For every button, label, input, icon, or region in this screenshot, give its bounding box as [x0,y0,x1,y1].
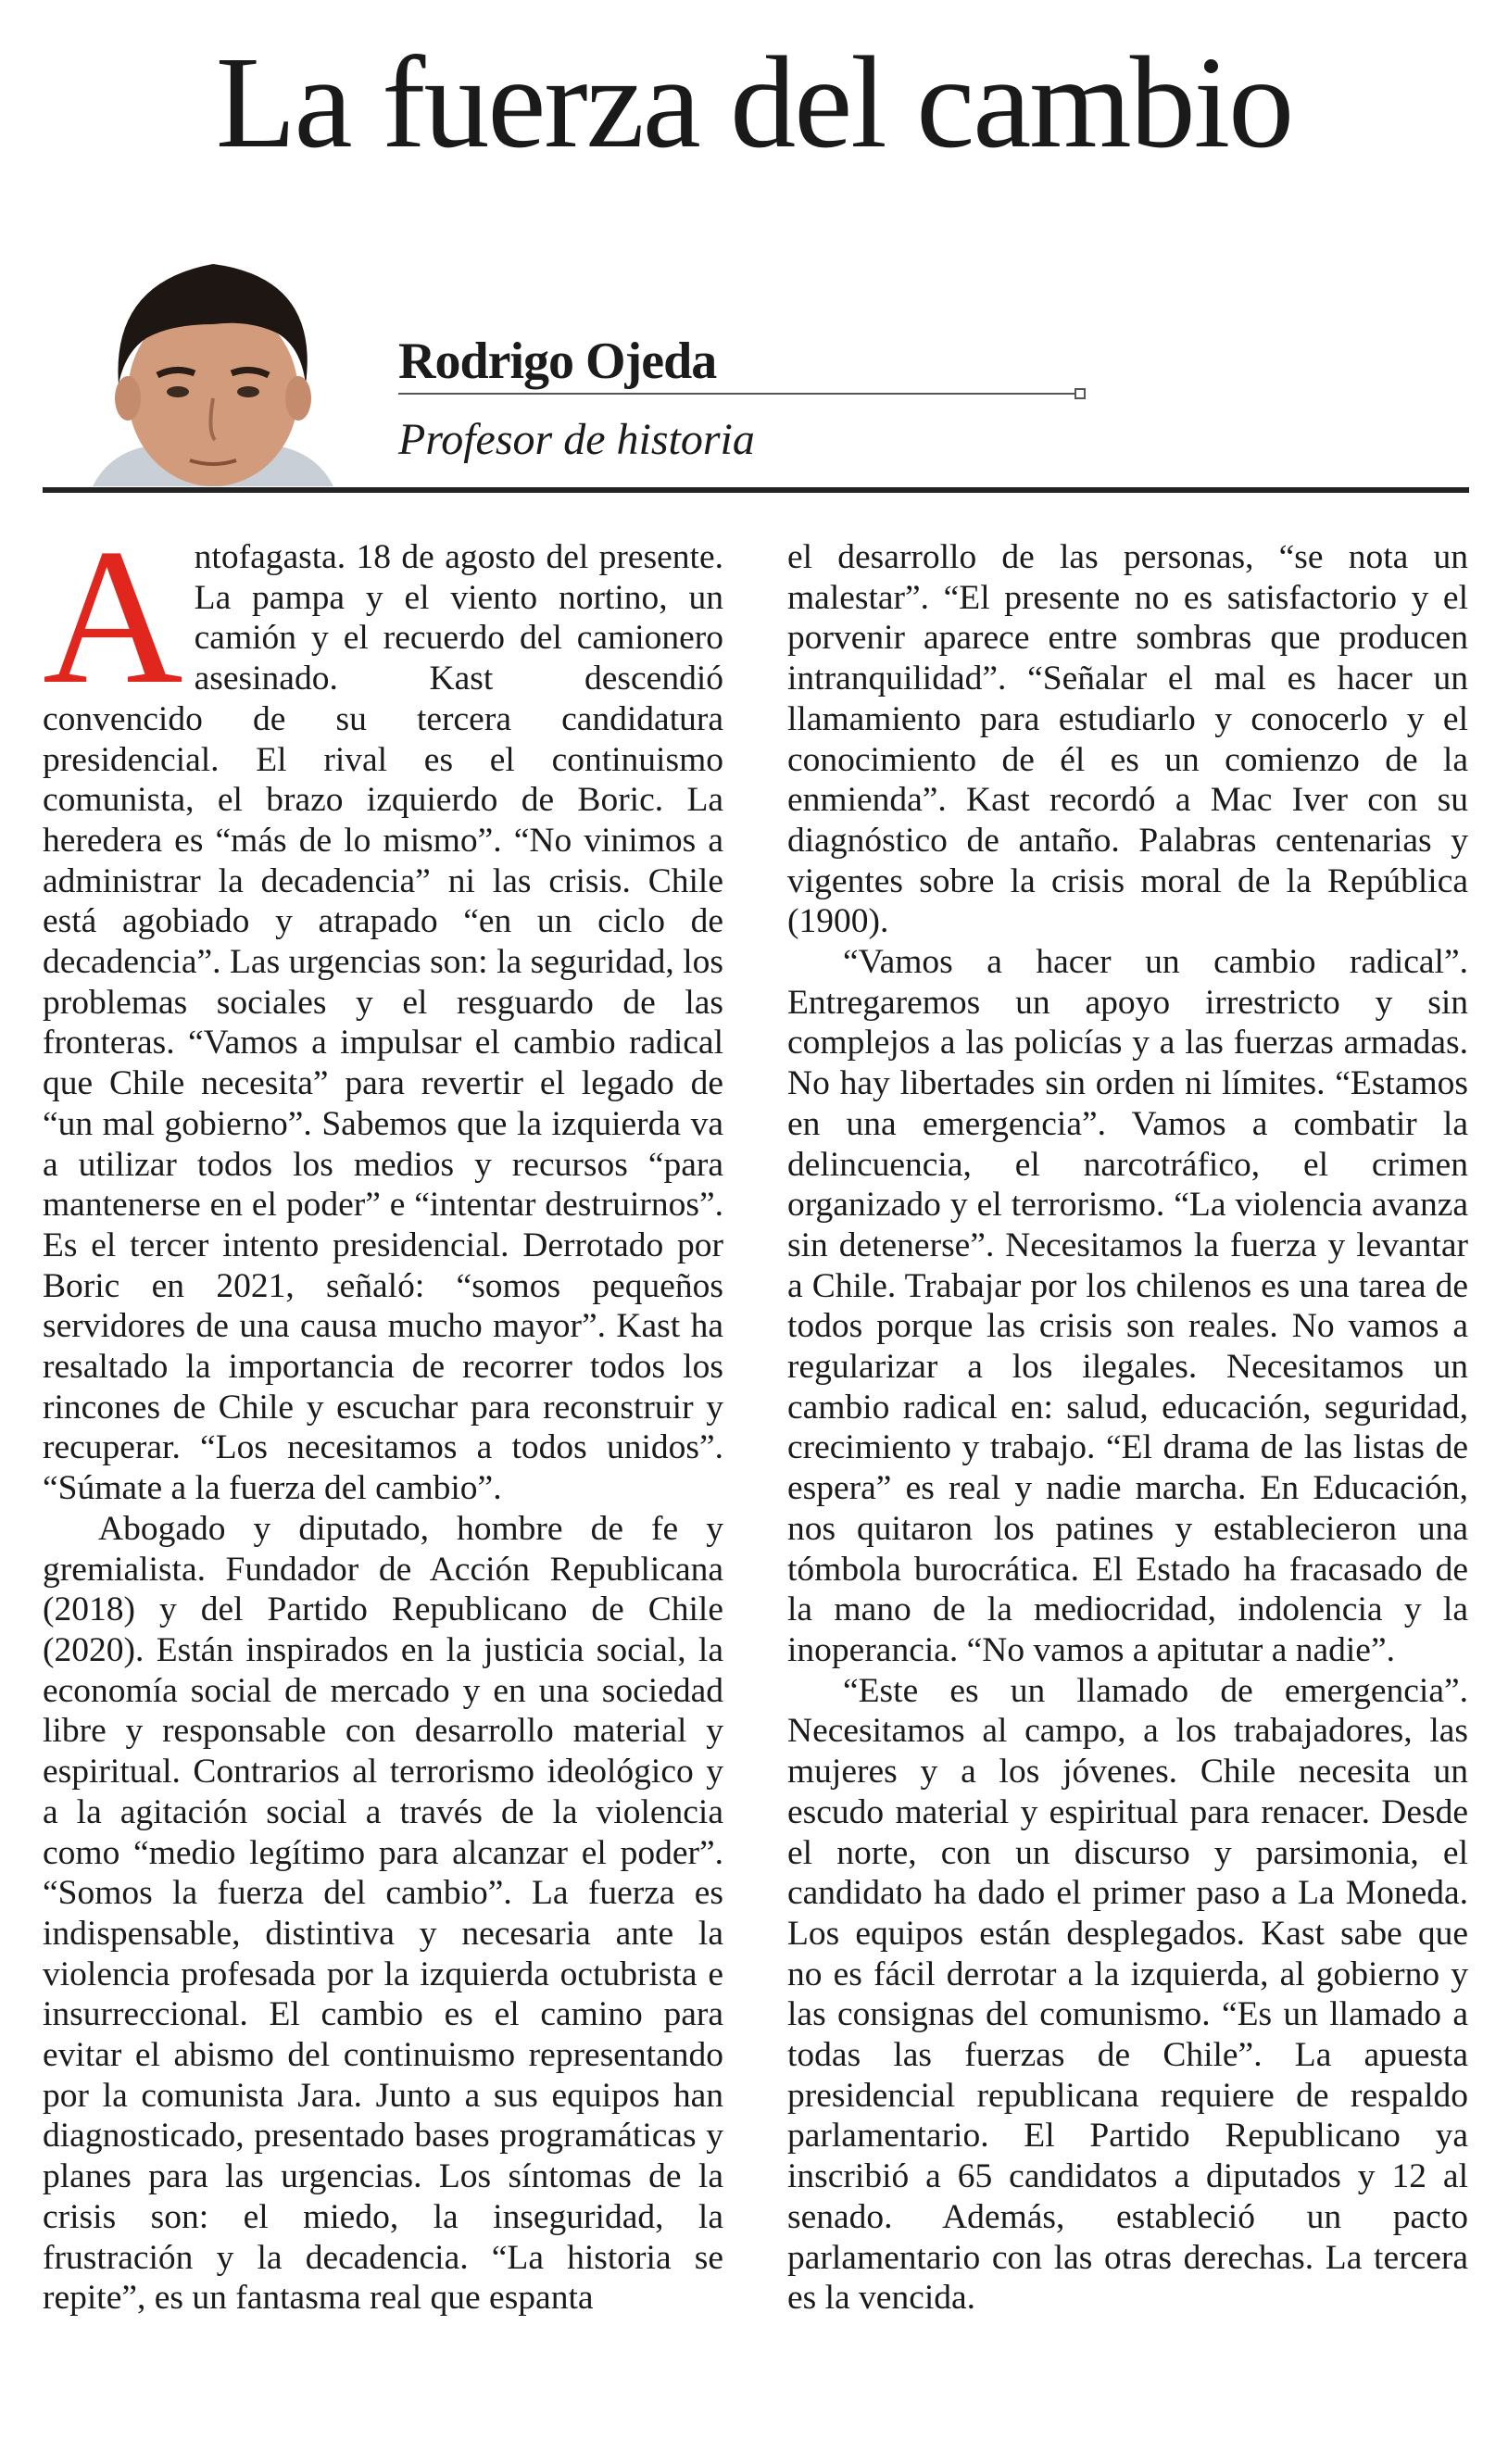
paragraph-text: ntofagasta. 18 de agosto del presente. La pampa y el viento nortino, un camión y el recuerdo del camionero asesinado. Kast descendió convencido de su tercera candidatura presidencial. El rival es el continuismo comunista, el brazo izquierdo de Boric. La heredera es “más de lo mismo”. “No vinimos a administrar la decadencia” ni las crisis. Chile está agobiado y atrapado “en un ciclo de decadencia”. Las urgencias son: la seguridad, los problemas sociales y el resguardo de las fronteras. “Vamos a impulsar el cambio radical que Chile necesita” para revertir el legado de “un mal gobierno”. Sabemos que la izquierda va a utilizar todos los medios y recursos “para mantenerse en el poder” e “intentar destruirnos”. Es el tercer intento presidencial. Derrotado por Boric en 2021, señaló: “somos pequeños servidores de una causa mucho mayor”. Kast ha resaltado la importancia de recorrer todos los rincones de Chile y escuchar para reconstruir y recuperar. “Los necesitamos a todos unidos”. “Súmate a la fuerza del cambio”. [43,538,723,1508]
author-role: Profesor de historia [398,415,755,464]
paragraph: “Vamos a hacer un cambio radical”. Entregaremos un apoyo irrestricto y sin complejos a las policías y a las fuerzas armadas. No hay libertades sin orden ni límites. “Estamos en una emergencia”. Vamos a combatir la delincuencia, el narcotráfico, el crimen organizado y el terrorismo. “La violencia avanza sin detenerse”. Necesitamos la fuerza y levantar a Chile. Trabajar por los chilenos es una tarea de todos porque las crisis son reales. No vamos a regularizar a los ilegales. Necesitamos un cambio radical en: salud, educación, seguridad, crecimiento y trabajo. “El drama de las listas de espera” es real y nadie marcha. En Educación, nos quitaron los patines y establecieron una tómbola burocrática. El Estado ha fracasado de la mano de la mediocridad, indolencia y la inoperancia. “No vamos a apitutar a nadie”. [787,943,1468,1669]
paragraph [43,537,723,1509]
drop-cap: A [43,537,183,724]
author-photo [74,245,352,486]
article-column-right [787,537,1468,2408]
divider-end-marker [1074,388,1086,399]
paragraph: “Este es un llamado de emergencia”. Necesitamos al campo, a los trabajadores, las mujeres y a los jóvenes. Chile necesita un escudo material y espiritual para renacer. Desde el norte, con un discurso y parsimonia, el candidato ha dado el primer paso a La Moneda. Los equipos están desplegados. Kast sabe que no es fácil derrotar a la izquierda, al gobierno y las consignas del comunismo. “Es un llamado a todas las fuerzas de Chile”. La apuesta presidencial republicana requiere de respaldo parlamentario. El Partido Republicano ya inscribió a 65 candidatos a diputados y 12 al senado. Además, estableció un pacto parlamentario con las otras derechas. La tercera es la vencida. [787,1671,1468,2318]
header-divider [43,487,1469,493]
article-column-left [43,537,723,2408]
paragraph: el desarrollo de las personas, “se nota un malestar”. “El presente no es satisfactorio y el porvenir aparece entre sombras que producen intranquilidad”. “Señalar el mal es hacer un llamamiento para estudiarlo y conocerlo y el conocimiento de él es un comienzo de la enmienda”. Kast recordó a Mac Iver con su diagnóstico de antaño. Palabras centenarias y vigentes sobre la crisis moral de la República (1900). [787,538,1468,941]
paragraph: Abogado y diputado, hombre de fe y gremialista. Fundador de Acción Republicana (2018) y del Partido Republicano de Chile (2020). Están inspirados en la justicia social, la economía social de mercado y en una sociedad libre y responsable con desarrollo material y espiritual. Contrarios al terrorismo ideológico y a la agitación social a través de la violencia como “medio legítimo para alcanzar el poder”. “Somos la fuerza del cambio”. La fuerza es indispensable, distintiva y necesaria ante la violencia profesada por la izquierda octubrista e insurreccional. El cambio es el camino para evitar el abismo del continuismo representando por la comunista Jara. Junto a sus equipos han diagnosticado, presentado bases programáticas y planes para las urgencias. Los síntomas de la crisis son: el miedo, la inseguridad, la frustración y la decadencia. “La historia se repite”, es un fantasma real que espanta [43,1509,723,2318]
author-name: Rodrigo Ojeda [398,333,717,390]
author-divider [398,393,1078,395]
article-title: La fuerza del cambio [215,29,1293,175]
